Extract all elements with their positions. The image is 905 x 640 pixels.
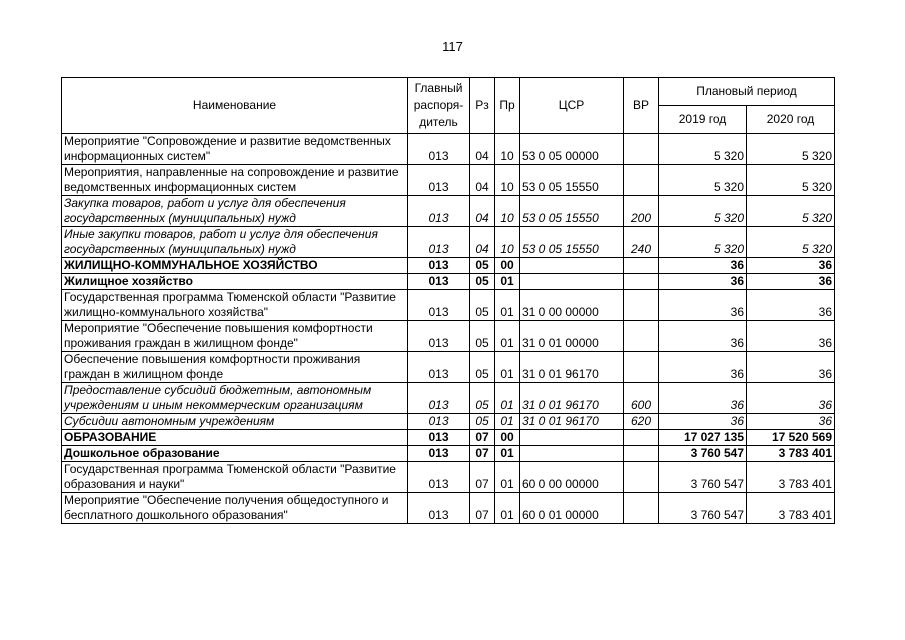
- row-rz: 04: [470, 227, 495, 258]
- row-glavny: 013: [408, 352, 470, 383]
- row-2020: 36: [747, 352, 835, 383]
- table-row: [62, 196, 835, 227]
- table-row: [62, 274, 835, 290]
- row-rz: 07: [470, 446, 495, 462]
- row-2019: 3 760 547: [659, 493, 747, 524]
- header-name: Наименование: [62, 78, 408, 134]
- table-row: [62, 227, 835, 258]
- row-2020: 36: [747, 321, 835, 352]
- row-rz: 05: [470, 383, 495, 414]
- row-vr: [624, 446, 659, 462]
- header-pr: Пр: [495, 78, 520, 134]
- row-rz: 05: [470, 414, 495, 430]
- row-2019: 36: [659, 258, 747, 274]
- row-glavny: 013: [408, 321, 470, 352]
- row-glavny: 013: [408, 493, 470, 524]
- header-glavny-line2: распоря-: [413, 98, 464, 112]
- row-rz: 05: [470, 290, 495, 321]
- row-csr: 53 0 05 15550: [520, 165, 624, 196]
- row-vr: [624, 274, 659, 290]
- table-row: [62, 383, 835, 414]
- row-pr: 00: [495, 430, 520, 446]
- row-name: Обеспечение повышения комфортности проживания граждан в жилищном фонде: [62, 352, 408, 383]
- table-row: [62, 462, 835, 493]
- row-pr: 01: [495, 290, 520, 321]
- table-row: [62, 321, 835, 352]
- row-pr: 01: [495, 414, 520, 430]
- row-glavny: 013: [408, 227, 470, 258]
- row-rz: 05: [470, 258, 495, 274]
- row-2019: 5 320: [659, 165, 747, 196]
- row-2019: 36: [659, 321, 747, 352]
- row-2019: 5 320: [659, 134, 747, 165]
- row-glavny: 013: [408, 383, 470, 414]
- row-csr: 60 0 00 00000: [520, 462, 624, 493]
- row-pr: 10: [495, 165, 520, 196]
- row-pr: 01: [495, 274, 520, 290]
- row-rz: 04: [470, 196, 495, 227]
- row-2020: 36: [747, 414, 835, 430]
- row-glavny: 013: [408, 290, 470, 321]
- row-pr: 01: [495, 493, 520, 524]
- header-glavny-line1: Главный: [414, 81, 463, 95]
- row-rz: 05: [470, 352, 495, 383]
- row-pr: 10: [495, 134, 520, 165]
- row-glavny: 013: [408, 414, 470, 430]
- row-vr: [624, 462, 659, 493]
- row-glavny: 013: [408, 258, 470, 274]
- page-number: 117: [442, 39, 463, 54]
- row-name: Государственная программа Тюменской области "Развитие жилищно-коммунального хозяйства": [62, 290, 408, 321]
- row-name: Государственная программа Тюменской области "Развитие образования и науки": [62, 462, 408, 493]
- row-pr: 01: [495, 462, 520, 493]
- row-rz: 05: [470, 274, 495, 290]
- row-2020: 3 783 401: [747, 462, 835, 493]
- row-vr: 240: [624, 227, 659, 258]
- row-name: Мероприятия, направленные на сопровождение и развитие ведомственных информационных систем: [62, 165, 408, 196]
- row-pr: 10: [495, 227, 520, 258]
- row-pr: 01: [495, 446, 520, 462]
- row-2019: 36: [659, 274, 747, 290]
- row-rz: 07: [470, 462, 495, 493]
- row-2020: 3 783 401: [747, 446, 835, 462]
- row-2019: 17 027 135: [659, 430, 747, 446]
- table-row: [62, 414, 835, 430]
- row-glavny: 013: [408, 462, 470, 493]
- row-2020: 5 320: [747, 165, 835, 196]
- table-body: [62, 134, 835, 524]
- row-2020: 36: [747, 290, 835, 321]
- row-2019: 5 320: [659, 227, 747, 258]
- row-2019: 3 760 547: [659, 462, 747, 493]
- table-row: [62, 165, 835, 196]
- header-csr: ЦСР: [520, 78, 624, 134]
- table-row: [62, 493, 835, 524]
- row-glavny: 013: [408, 274, 470, 290]
- row-csr: 31 0 01 00000: [520, 321, 624, 352]
- row-2020: 5 320: [747, 196, 835, 227]
- row-csr: 53 0 05 15550: [520, 227, 624, 258]
- row-glavny: 013: [408, 134, 470, 165]
- row-csr: [520, 430, 624, 446]
- budget-table: [61, 77, 835, 524]
- row-2019: 36: [659, 352, 747, 383]
- row-vr: [624, 290, 659, 321]
- row-name: ЖИЛИЩНО-КОММУНАЛЬНОЕ ХОЗЯЙСТВО: [62, 258, 408, 274]
- row-rz: 05: [470, 321, 495, 352]
- row-csr: 31 0 01 96170: [520, 414, 624, 430]
- row-2019: 36: [659, 290, 747, 321]
- row-name: Субсидии автономным учреждениям: [62, 414, 408, 430]
- row-vr: [624, 430, 659, 446]
- row-pr: 10: [495, 196, 520, 227]
- row-csr: 60 0 01 00000: [520, 493, 624, 524]
- row-glavny: 013: [408, 165, 470, 196]
- table-row: [62, 258, 835, 274]
- row-2020: 36: [747, 274, 835, 290]
- row-vr: [624, 352, 659, 383]
- row-2020: 3 783 401: [747, 493, 835, 524]
- row-name: Предоставление субсидий бюджетным, автономным учреждениям и иным некоммерческим организациям: [62, 383, 408, 414]
- row-name: Мероприятие "Обеспечение получения общедоступного и бесплатного дошкольного образования": [62, 493, 408, 524]
- row-name: Жилищное хозяйство: [62, 274, 408, 290]
- row-2020: 5 320: [747, 227, 835, 258]
- row-csr: 53 0 05 00000: [520, 134, 624, 165]
- row-glavny: 013: [408, 430, 470, 446]
- row-csr: 31 0 01 96170: [520, 383, 624, 414]
- row-pr: 01: [495, 321, 520, 352]
- row-2019: 3 760 547: [659, 446, 747, 462]
- row-csr: [520, 274, 624, 290]
- row-name: ОБРАЗОВАНИЕ: [62, 430, 408, 446]
- row-vr: [624, 321, 659, 352]
- row-vr: 200: [624, 196, 659, 227]
- row-glavny: 013: [408, 196, 470, 227]
- table-row: [62, 446, 835, 462]
- row-pr: 01: [495, 383, 520, 414]
- row-glavny: 013: [408, 446, 470, 462]
- header-year-2020: 2020 год: [747, 106, 835, 134]
- row-rz: 04: [470, 165, 495, 196]
- row-vr: 600: [624, 383, 659, 414]
- header-year-2019: 2019 год: [659, 106, 747, 134]
- row-2019: 36: [659, 383, 747, 414]
- row-2020: 36: [747, 258, 835, 274]
- row-name: Иные закупки товаров, работ и услуг для обеспечения государственных (муниципальных) нужд: [62, 227, 408, 258]
- header-vr: ВР: [624, 78, 659, 134]
- row-2019: 36: [659, 414, 747, 430]
- table-row: [62, 352, 835, 383]
- header-rz: Рз: [470, 78, 495, 134]
- row-pr: 00: [495, 258, 520, 274]
- row-2020: 36: [747, 383, 835, 414]
- row-rz: 07: [470, 430, 495, 446]
- row-name: Мероприятие "Обеспечение повышения комфортности проживания граждан в жилищном фонде": [62, 321, 408, 352]
- row-csr: 53 0 05 15550: [520, 196, 624, 227]
- table-row: [62, 134, 835, 165]
- row-2020: 5 320: [747, 134, 835, 165]
- row-2020: 17 520 569: [747, 430, 835, 446]
- row-rz: 04: [470, 134, 495, 165]
- row-vr: [624, 134, 659, 165]
- row-name: Мероприятие "Сопровождение и развитие ведомственных информационных систем": [62, 134, 408, 165]
- row-vr: [624, 258, 659, 274]
- row-vr: 620: [624, 414, 659, 430]
- row-name: Дошкольное образование: [62, 446, 408, 462]
- header-glavny: [408, 78, 470, 134]
- table-row: [62, 290, 835, 321]
- row-csr: [520, 258, 624, 274]
- row-vr: [624, 165, 659, 196]
- row-csr: 31 0 00 00000: [520, 290, 624, 321]
- row-pr: 01: [495, 352, 520, 383]
- row-rz: 07: [470, 493, 495, 524]
- row-name: Закупка товаров, работ и услуг для обеспечения государственных (муниципальных) нужд: [62, 196, 408, 227]
- header-glavny-line3: дитель: [419, 115, 458, 129]
- row-csr: 31 0 01 96170: [520, 352, 624, 383]
- row-2019: 5 320: [659, 196, 747, 227]
- row-vr: [624, 493, 659, 524]
- row-csr: [520, 446, 624, 462]
- header-plan-period: Плановый период: [659, 78, 835, 106]
- table-row: [62, 430, 835, 446]
